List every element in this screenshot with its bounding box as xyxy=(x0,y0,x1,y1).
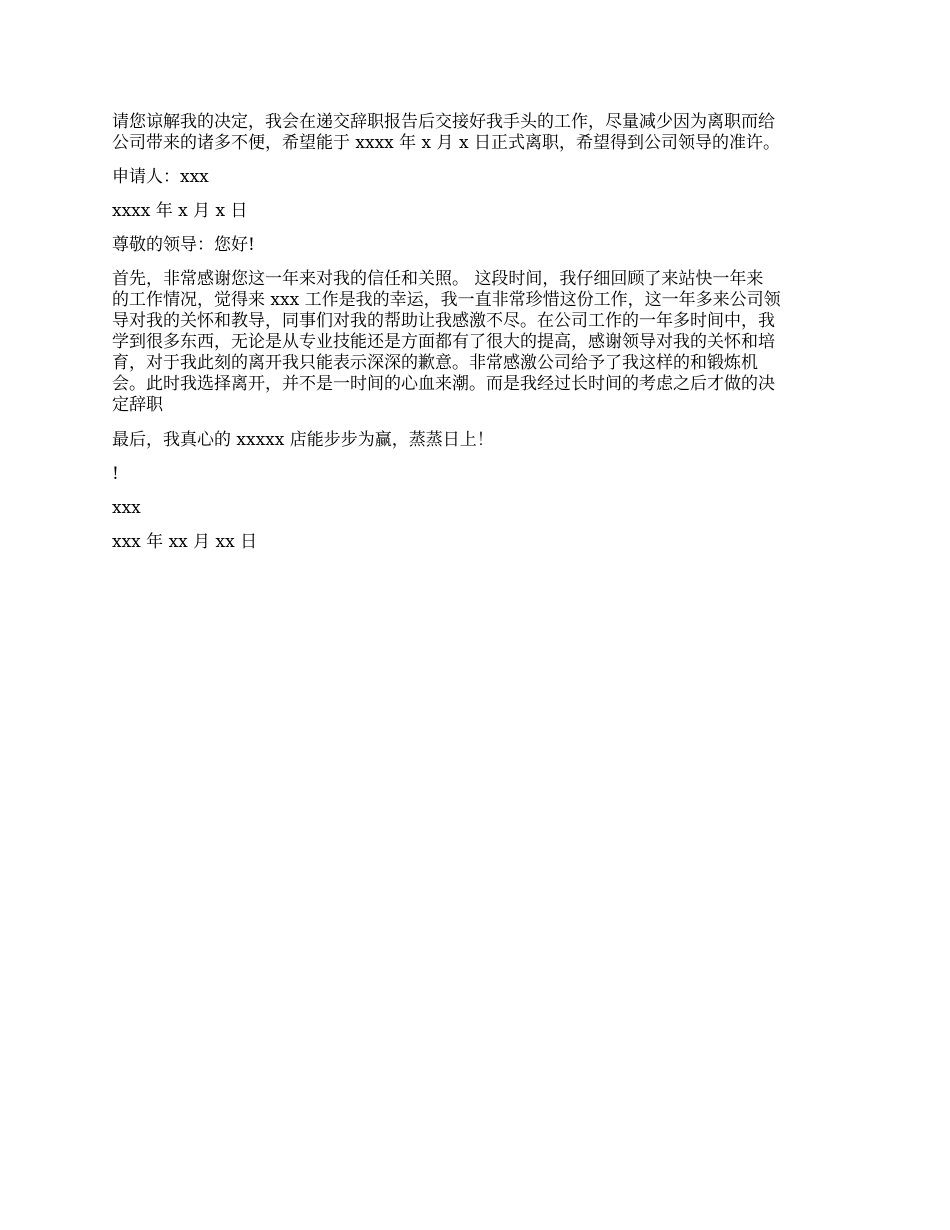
paragraph-date xyxy=(112,201,842,222)
text-line: 申请人：xxx xyxy=(112,167,209,187)
paragraph-resignation-request xyxy=(112,112,842,154)
text-line: xxxx 年 x 月 x 日 xyxy=(112,201,248,221)
text-line: 会。此时我选择离开，并不是一时间的心血来潮。而是我经过长时间的考虑之后才做的决 xyxy=(112,374,775,394)
paragraph-signature-date xyxy=(112,532,842,553)
paragraph-exclamation xyxy=(112,464,842,485)
text-line: 公司带来的诸多不便，希望能于 xxxx 年 x 月 x 日正式离职，希望得到公司领导的准许。 xyxy=(112,133,780,153)
text-line: 学到很多东西，无论是从专业技能还是方面都有了很大的提高，感谢领导对我的关怀和培 xyxy=(112,332,775,352)
text-line: 的工作情况，觉得来 xxx 工作是我的幸运，我一直非常珍惜这份工作，这一年多来公司领 xyxy=(112,290,781,310)
paragraph-applicant xyxy=(112,167,842,188)
text-line: ! xyxy=(112,464,119,484)
text-line: xxx 年 xx 月 xx 日 xyxy=(112,532,258,552)
text-line: 尊敬的领导：您好! xyxy=(112,235,255,255)
paragraph-body xyxy=(112,269,842,416)
text-line: 请您谅解我的决定，我会在递交辞职报告后交接好我手头的工作，尽量减少因为离职而给 xyxy=(112,112,775,132)
text-line: xxx xyxy=(112,498,141,518)
text-line: 最后，我真心的 xxxxx 店能步步为赢，蒸蒸日上！ xyxy=(112,430,494,450)
text-line: 育，对于我此刻的离开我只能表示深深的歉意。非常感激公司给予了我这样的和锻炼机 xyxy=(112,353,758,373)
text-line: 导对我的关怀和教导，同事们对我的帮助让我感激不尽。在公司工作的一年多时间中，我 xyxy=(112,311,775,331)
text-line: 首先，非常感谢您这一年来对我的信任和关照。 这段时间，我仔细回顾了来站快一年来 xyxy=(112,269,764,289)
paragraph-closing-wish xyxy=(112,430,842,451)
text-line: 定辞职 xyxy=(112,395,163,415)
paragraph-salutation xyxy=(112,235,842,256)
paragraph-signature xyxy=(112,498,842,519)
